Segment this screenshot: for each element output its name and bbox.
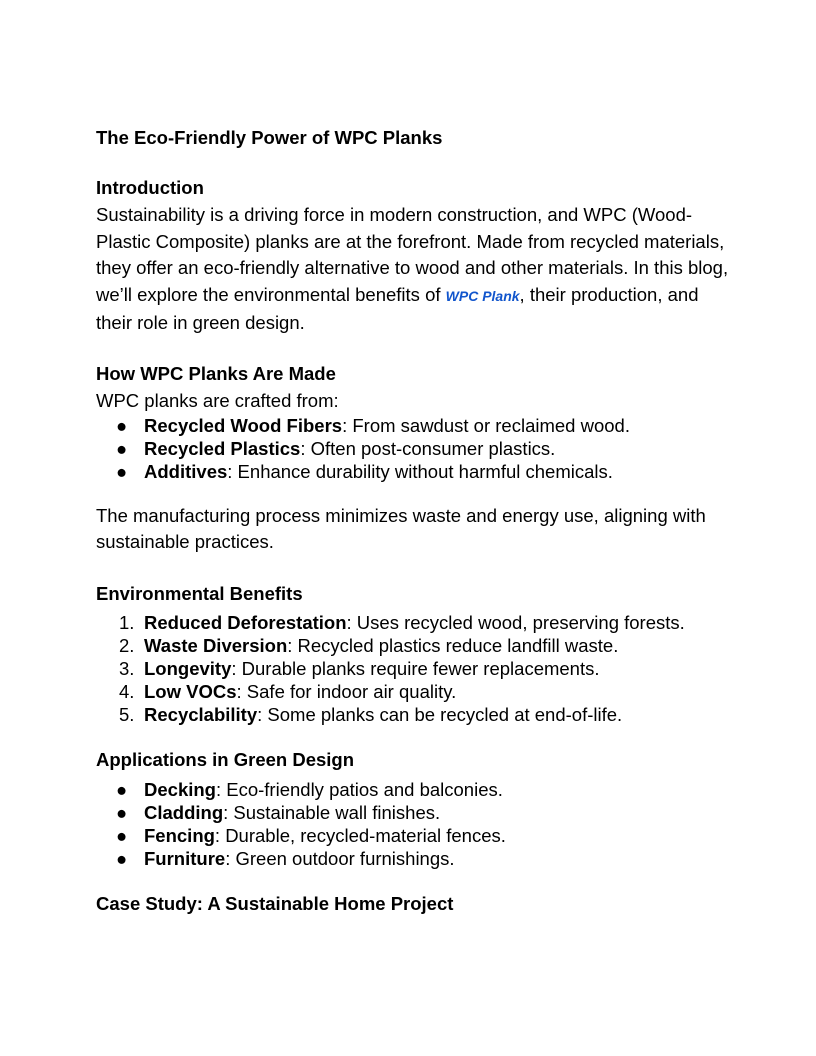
heading-case-study: Case Study: A Sustainable Home Project (96, 892, 454, 914)
list-marker: 5. (119, 703, 135, 725)
how-made-closing: The manufacturing process minimizes waste and energy use, aligning with sustainable practices. (96, 504, 706, 553)
list-item (96, 460, 736, 483)
list-item-description: : Durable, recycled-material fences. (214, 824, 506, 846)
list-item-term: Waste Diversion (144, 634, 288, 656)
list-marker: ● (116, 414, 128, 436)
list-item (96, 824, 736, 847)
list-marker: 1. (119, 611, 135, 633)
list-marker: ● (116, 437, 128, 459)
intro-text-after-link: , their production, and their role in green design. (96, 284, 699, 333)
list-item-description: : Enhance durability without harmful chemicals. (227, 460, 613, 482)
list-item-term: Recyclability (144, 703, 258, 725)
list-item (96, 778, 736, 801)
list-item-term: Reduced Deforestation (144, 611, 347, 633)
list-item-description: : Sustainable wall finishes. (223, 801, 441, 823)
list-item (96, 611, 736, 634)
heading-introduction: Introduction (96, 177, 204, 198)
list-marker: 3. (119, 657, 135, 679)
list-item (96, 657, 736, 680)
list-item-term: Fencing (144, 824, 215, 846)
list-item-description: : Uses recycled wood, preserving forests. (346, 611, 685, 633)
list-item-description: : Some planks can be recycled at end-of-life. (257, 703, 623, 725)
document-page (96, 126, 736, 916)
list-item (96, 801, 736, 824)
list-item-description: : Safe for indoor air quality. (236, 680, 457, 702)
wpc-plank-link[interactable]: WPC Plank (445, 288, 520, 305)
list-marker: ● (116, 801, 128, 823)
benefits-list (96, 611, 736, 726)
how-made-list (96, 414, 736, 483)
list-item-description: : From sawdust or reclaimed wood. (342, 414, 630, 436)
list-item-description: : Green outdoor furnishings. (225, 847, 455, 869)
list-item-term: Decking (144, 778, 216, 800)
list-item-term: Low VOCs (144, 680, 237, 702)
list-item-term: Recycled Wood Fibers (144, 414, 343, 436)
list-item-term: Furniture (144, 847, 226, 869)
list-marker: 4. (119, 680, 135, 702)
list-item-description: : Eco-friendly patios and balconies. (215, 778, 503, 800)
intro-paragraph (96, 202, 736, 337)
list-marker: ● (116, 778, 128, 800)
list-item (96, 437, 736, 460)
document-title: The Eco-Friendly Power of WPC Planks (96, 127, 443, 148)
heading-applications: Applications in Green Design (96, 748, 355, 770)
list-marker: ● (116, 824, 128, 846)
heading-benefits: Environmental Benefits (96, 582, 303, 604)
list-item (96, 634, 736, 657)
list-item (96, 414, 736, 437)
list-item (96, 680, 736, 703)
list-item-term: Recycled Plastics (144, 437, 301, 459)
list-item-description: : Recycled plastics reduce landfill waste. (287, 634, 619, 656)
list-marker: 2. (119, 634, 135, 656)
list-item-term: Longevity (144, 657, 232, 679)
list-marker: ● (116, 460, 128, 482)
list-item-term: Cladding (144, 801, 224, 823)
intro-text-before-link: Sustainability is a driving force in modern construction, and WPC (Wood-Plastic Composite) planks are at the forefront. Made from recycled materials, they offer an eco-friendly alternative to wood and other materials. In this blog, we’ll explore the environmental benefits of (96, 204, 729, 306)
list-item (96, 703, 736, 726)
applications-list (96, 778, 736, 870)
list-item-description: : Often post-consumer plastics. (300, 437, 556, 459)
list-item-term: Additives (144, 460, 228, 482)
list-item-description: : Durable planks require fewer replacements. (231, 657, 600, 679)
how-made-lead: WPC planks are crafted from: (96, 389, 339, 411)
list-item (96, 847, 736, 870)
list-marker: ● (116, 847, 128, 869)
heading-how-made: How WPC Planks Are Made (96, 362, 336, 384)
